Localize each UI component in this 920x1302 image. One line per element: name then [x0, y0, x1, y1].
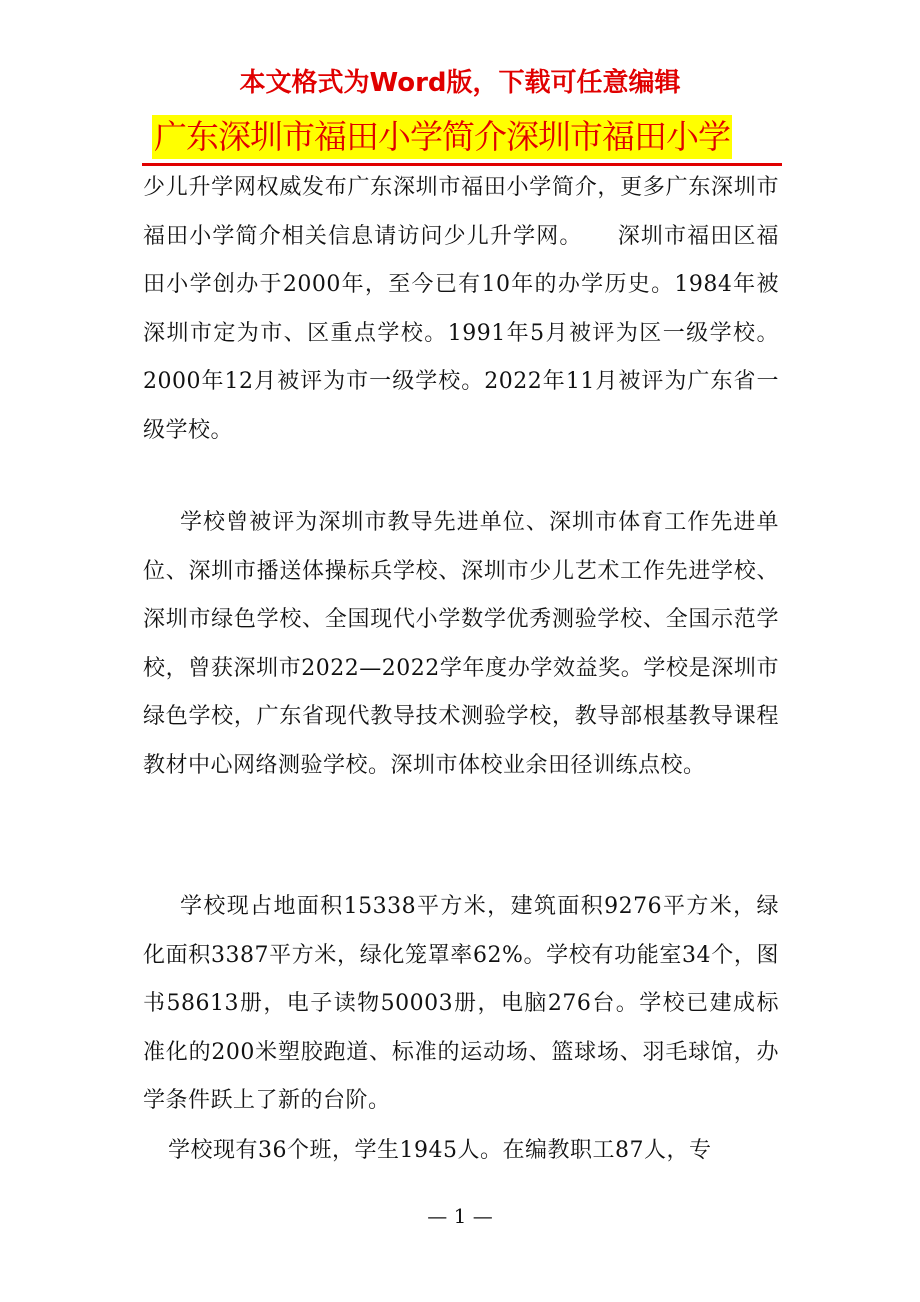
title-bar: [142, 113, 782, 166]
paragraph-honors: 学校曾被评为深圳市教导先进单位、深圳市体育工作先进单位、深圳市播送体操标兵学校、深圳市少儿艺术工作先进学校、深圳市绿色学校、全国现代小学数学优秀测验学校、全国示范学校，曾获深圳市2022—2022学年度办学效益奖。学校是深圳市绿色学校，广东省现代教导技术测验学校，教导部根基教导课程教材中心网络测验学校。深圳市体校业余田径训练点校。: [143, 510, 779, 778]
paragraph-staff: 学校现有36个班，学生1945人。在编教职工87人，专: [168, 1138, 712, 1163]
format-notice: 本文格式为Word版，下载可任意编辑: [239, 68, 681, 98]
page-number: — 1 —: [427, 1204, 493, 1228]
paragraph-facilities: 学校现占地面积15338平方米，建筑面积9276平方米，绿化面积3387平方米，绿化笼罩率62%。学校有功能室34个，图书58613册，电子读物50003册，电脑276台。学校已建成标准化的200米塑胶跑道、标准的运动场、篮球场、羽毛球馆，办学条件跃上了新的台阶。: [143, 894, 779, 1113]
document-title: 广东深圳市福田小学简介深圳市福田小学: [152, 115, 732, 159]
paragraph-intro: 少儿升学网权威发布广东深圳市福田小学简介，更多广东深圳市福田小学简介相关信息请访问少儿升学网。 深圳市福田区福田小学创办于2000年，至今已有10年的办学历史。1984年被深圳市定为市、区重点学校。1991年5月被评为区一级学校。2000年12月被评为市一级学校。2022年11月被评为广东省一级学校。: [143, 175, 779, 443]
